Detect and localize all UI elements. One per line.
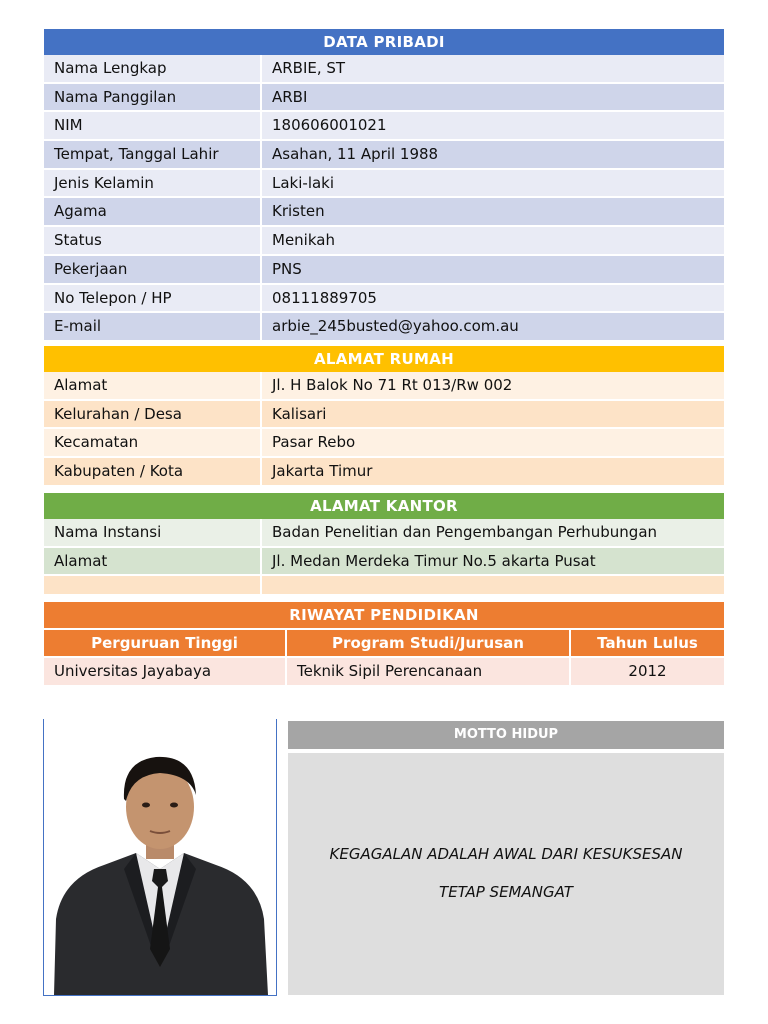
field-label: E-mail	[44, 313, 260, 340]
field-value: 180606001021	[260, 112, 724, 139]
field-label: Jenis Kelamin	[44, 170, 260, 197]
field-label: Pekerjaan	[44, 256, 260, 283]
table-row	[44, 458, 724, 487]
table-row	[44, 256, 724, 285]
column-header: Tahun Lulus	[569, 630, 724, 656]
alamat-rumah-section	[44, 346, 724, 487]
field-value: Badan Penelitian dan Pengembangan Perhubungan	[260, 519, 724, 546]
field-value: Pasar Rebo	[260, 429, 724, 456]
table-row	[44, 112, 724, 141]
field-label: Kelurahan / Desa	[44, 401, 260, 428]
table-cell: Universitas Jayabaya	[44, 658, 285, 685]
table-row	[44, 313, 724, 342]
table-row	[44, 372, 724, 401]
field-label: Nama Instansi	[44, 519, 260, 546]
motto-line-2: TETAP SEMANGAT	[439, 883, 573, 901]
table-row	[44, 656, 724, 685]
data-pribadi-header: DATA PRIBADI	[44, 29, 724, 55]
table-row	[44, 55, 724, 84]
field-value: ARBI	[260, 84, 724, 111]
field-value: 08111889705	[260, 285, 724, 312]
table-row	[44, 519, 724, 548]
table-row	[44, 429, 724, 458]
field-label: Kecamatan	[44, 429, 260, 456]
field-value: Asahan, 11 April 1988	[260, 141, 724, 168]
empty-cell	[44, 576, 260, 594]
data-pribadi-section	[44, 29, 724, 342]
column-header: Perguruan Tinggi	[44, 630, 285, 656]
field-value: Kalisari	[260, 401, 724, 428]
motto-header: MOTTO HIDUP	[288, 721, 724, 749]
field-value: ARBIE, ST	[260, 55, 724, 82]
email-link[interactable]: arbie_245busted@yahoo.com.au	[260, 313, 724, 340]
table-row	[44, 227, 724, 256]
field-label: Status	[44, 227, 260, 254]
table-header-row	[44, 628, 724, 656]
table-row	[44, 548, 724, 577]
table-cell: Teknik Sipil Perencanaan	[285, 658, 569, 685]
field-value: Laki-laki	[260, 170, 724, 197]
table-row	[44, 285, 724, 314]
alamat-rumah-header: ALAMAT RUMAH	[44, 346, 724, 372]
field-value: PNS	[260, 256, 724, 283]
person-portrait-icon	[44, 719, 276, 995]
field-value: Jl. Medan Merdeka Timur No.5 akarta Pusat	[260, 548, 724, 575]
table-row	[44, 170, 724, 199]
table-row	[44, 401, 724, 430]
field-label: No Telepon / HP	[44, 285, 260, 312]
field-value: Jl. H Balok No 71 Rt 013/Rw 002	[260, 372, 724, 399]
riwayat-pendidikan-header: RIWAYAT PENDIDIKAN	[44, 602, 724, 628]
alamat-kantor-header: ALAMAT KANTOR	[44, 493, 724, 519]
field-label: Nama Lengkap	[44, 55, 260, 82]
riwayat-pendidikan-section	[44, 602, 724, 685]
empty-cell	[260, 576, 724, 594]
column-header: Program Studi/Jurusan	[285, 630, 569, 656]
profile-photo	[43, 719, 277, 996]
alamat-kantor-section	[44, 493, 724, 596]
field-value: Menikah	[260, 227, 724, 254]
field-label: Agama	[44, 198, 260, 225]
table-row	[44, 198, 724, 227]
table-row	[44, 84, 724, 113]
field-value: Jakarta Timur	[260, 458, 724, 485]
field-label: Nama Panggilan	[44, 84, 260, 111]
field-label: Tempat, Tanggal Lahir	[44, 141, 260, 168]
field-label: Alamat	[44, 372, 260, 399]
motto-line-1: KEGAGALAN ADALAH AWAL DARI KESUKSESAN	[329, 845, 683, 863]
field-label: Kabupaten / Kota	[44, 458, 260, 485]
table-row	[44, 141, 724, 170]
table-cell: 2012	[569, 658, 724, 685]
blank-row	[44, 576, 724, 596]
motto-box	[288, 753, 724, 995]
field-value: Kristen	[260, 198, 724, 225]
field-label: Alamat	[44, 548, 260, 575]
field-label: NIM	[44, 112, 260, 139]
